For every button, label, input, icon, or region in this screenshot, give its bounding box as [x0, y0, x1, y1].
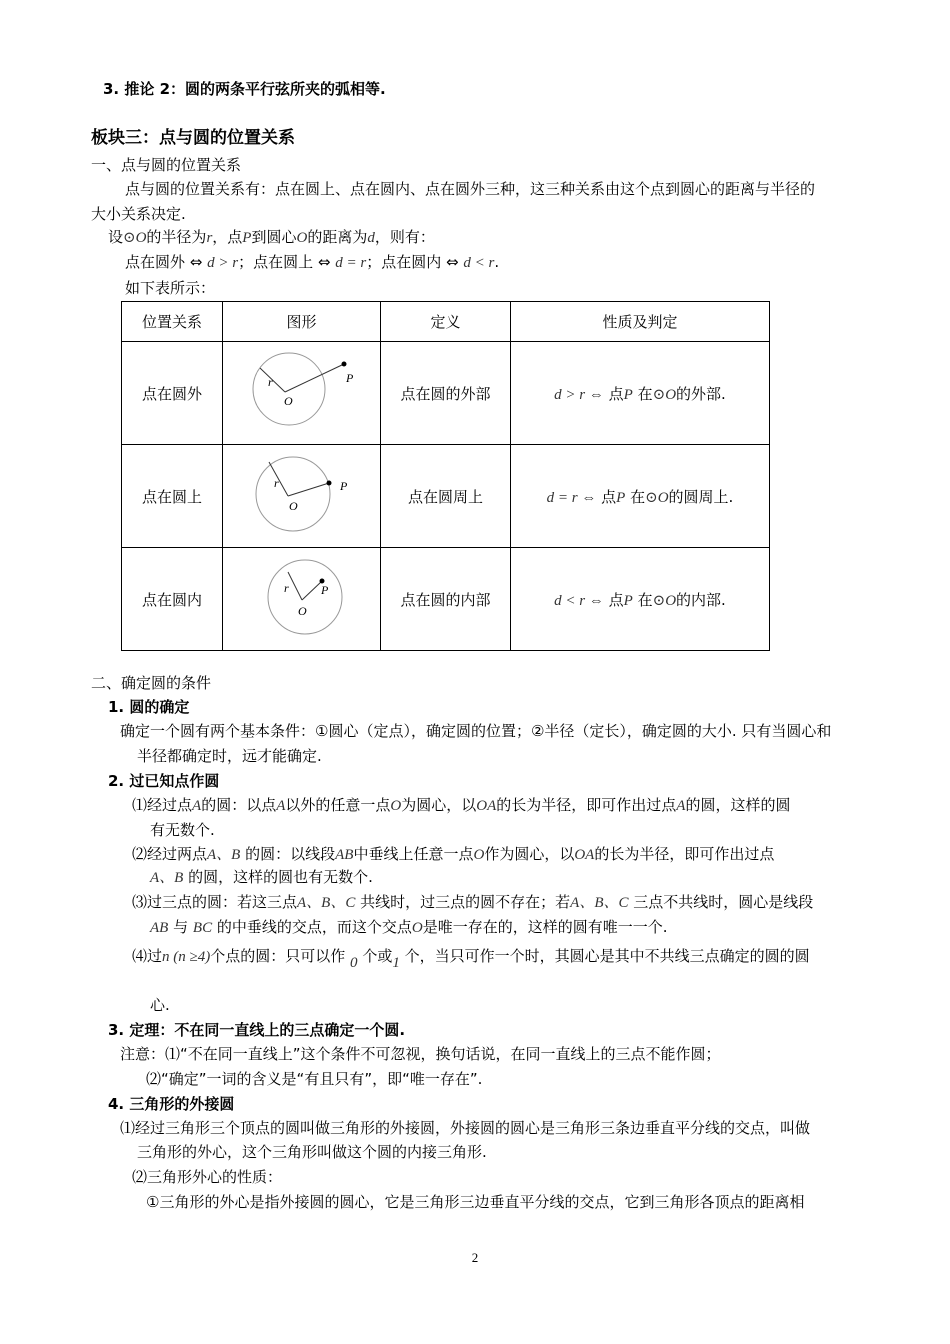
cell-position: 点在圆外: [122, 342, 223, 445]
section2-title: 二、确定圆的条件: [91, 674, 212, 692]
circle-on-diagram: [227, 445, 377, 543]
table-row: [122, 445, 770, 548]
cell-property: d > r ⇔ 点P 在⊙O的外部.: [511, 342, 770, 445]
tri-2: ⑵三角形外心的性质：: [132, 1168, 283, 1186]
cell-definition: 点在圆的内部: [381, 548, 511, 651]
note-1: 注意：⑴“不在同一直线上”这个条件不可忽视，换句话说，在同一直线上的三点不能作圆；: [120, 1045, 721, 1063]
cell-position: 点在圆内: [122, 548, 223, 651]
cell-figure: [223, 445, 381, 548]
page-number: 2: [471, 1250, 479, 1265]
item-4b: 心.: [150, 996, 170, 1014]
radius-label: r: [283, 581, 289, 595]
item-4: ⑷过n (n ≥4)个点的圆：只可以作 0 个或1 个，当只可作一个时，其圆心是其中不共线三点确定的圆的圆: [132, 947, 810, 971]
header-position: 位置关系: [122, 302, 223, 342]
cell-figure: [223, 548, 381, 651]
para-1a: 确定一个圆有两个基本条件：①圆心（定点），确定圆的位置；②半径（定长），确定圆的大小. 只有当圆心和: [120, 722, 832, 740]
subsection-title: 一、点与圆的位置关系: [91, 156, 242, 174]
item-1b: 有无数个.: [150, 821, 215, 839]
cell-position: 点在圆上: [122, 445, 223, 548]
intro-line-1: 点与圆的位置关系有：点在圆上、点在圆内、点在圆外三种，这三种关系由这个点到圆心的距离与半径的: [125, 180, 816, 198]
para-1b: 半径都确定时，远才能确定.: [137, 747, 322, 765]
point-p-dot: [326, 481, 331, 486]
table-intro: 如下表所示：: [125, 279, 216, 297]
point-label: P: [345, 371, 353, 385]
cell-property: d < r ⇔ 点P 在⊙O的内部.: [511, 548, 770, 651]
cell-figure: [223, 342, 381, 445]
item-3: ⑶过三点的圆：若这三点A、B、C 共线时，过三点的圆不存在；若A、B、C 三点不共线时，圆心是线段: [132, 893, 814, 911]
heading-1: 1. 圆的确定: [108, 698, 190, 716]
center-label: O: [297, 604, 307, 618]
note-2: ⑵“确定”一词的含义是“有且只有”，即“唯一存在”.: [146, 1070, 483, 1088]
cell-definition: 点在圆的外部: [381, 342, 511, 445]
item-2: ⑵经过两点A、B 的圆：以线段AB中垂线上任意一点O作为圆心，以OA的长为半径，即可作出过点: [132, 845, 775, 863]
radius-label: r: [267, 375, 273, 389]
circle-inside-diagram: [227, 548, 377, 646]
tri-1b: 三角形的外心，这个三角形叫做这个圆的内接三角形.: [137, 1143, 487, 1161]
cell-definition: 点在圆周上: [381, 445, 511, 548]
heading-3: 3. 定理：不在同一直线上的三点确定一个圆.: [108, 1021, 406, 1039]
let-line: 设⊙O的半径为r，点P到圆心O的距离为d，则有：: [108, 228, 435, 246]
header-definition: 定义: [381, 302, 511, 342]
cell-property: d = r ⇔ 点P 在⊙O的圆周上.: [511, 445, 770, 548]
table-header-row: [122, 302, 770, 342]
heading-2: 2. 过已知点作圆: [108, 772, 220, 790]
table-row: [122, 342, 770, 445]
section-title: 板块三：点与圆的位置关系: [91, 128, 295, 148]
relation-table: [121, 301, 770, 651]
tri-1a: ⑴经过三角形三个顶点的圆叫做三角形的外接圆，外接圆的圆心是三角形三条边垂直平分线的交点，叫做: [120, 1119, 811, 1137]
intro-line-2: 大小关系决定.: [91, 205, 186, 223]
heading-4: 4. 三角形的外接圆: [108, 1095, 235, 1113]
point-label: P: [320, 583, 328, 597]
relation-line: 点在圆外 ⇔ d > r；点在圆上 ⇔ d = r；点在圆内 ⇔ d < r.: [125, 253, 500, 271]
table-row: [122, 548, 770, 651]
radius-label: r: [273, 476, 279, 490]
tri-3: ①三角形的外心是指外接圆的圆心，它是三角形三边垂直平分线的交点，它到三角形各顶点的距离相: [146, 1193, 805, 1211]
item-3b: AB 与 BC 的中垂线的交点，而这个交点O是唯一存在的，这样的圆有唯一一个.: [150, 918, 668, 936]
center-label: O: [283, 394, 293, 408]
corollary-line: 3. 推论 2：圆的两条平行弦所夹的弧相等.: [103, 80, 386, 98]
point-label: P: [339, 479, 347, 493]
item-2b: A、B 的圆，这样的圆也有无数个.: [150, 868, 373, 886]
item-1: ⑴经过点A的圆：以点A以外的任意一点O为圆心，以OA的长为半径，即可作出过点A的圆，这样的圆: [132, 796, 791, 814]
header-figure: 图形: [223, 302, 381, 342]
center-label: O: [288, 499, 298, 513]
point-p-dot: [341, 362, 346, 367]
header-property: 性质及判定: [511, 302, 770, 342]
circle-outside-diagram: [227, 342, 377, 440]
